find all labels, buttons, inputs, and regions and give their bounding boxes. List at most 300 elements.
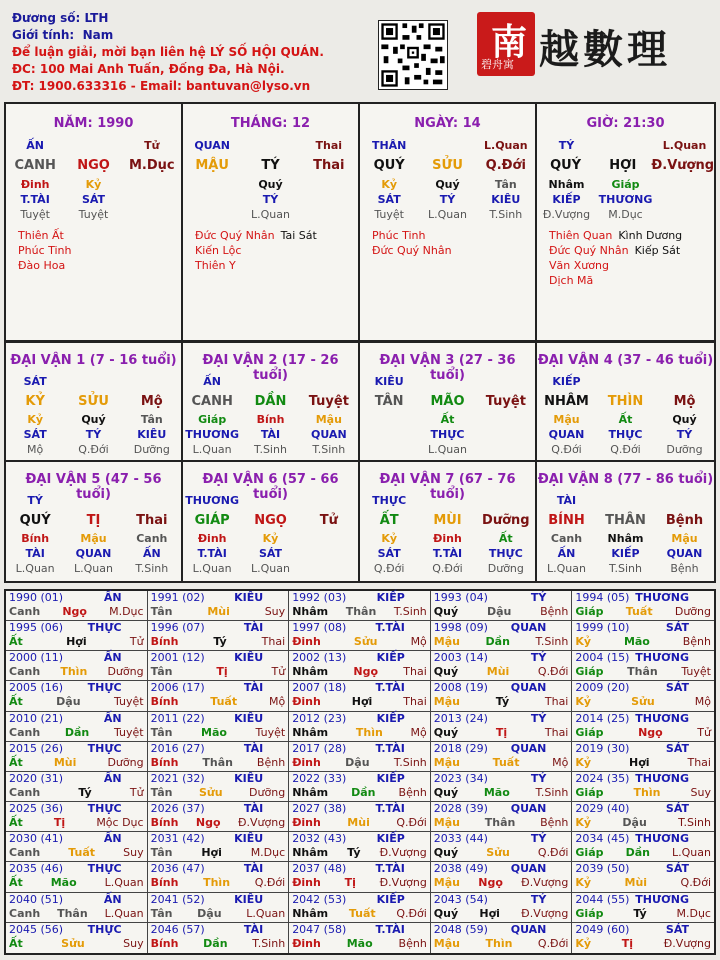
year-row-bottom (434, 635, 569, 649)
year-row-bottom (434, 907, 569, 921)
dai-van-hidden-stem-row-cell: Bính (256, 413, 285, 426)
year-stem: Đinh (292, 755, 321, 769)
year-label: 1991 (02) (150, 591, 205, 604)
year-stem: Mậu (433, 816, 460, 830)
year-god: THỰC (87, 621, 122, 635)
year-row-bottom (434, 937, 569, 951)
year-row-bottom (575, 816, 711, 830)
year-stem: Giáp (575, 665, 604, 679)
dai-van-title: ĐẠI VẬN 3 (27 - 36 tuổi) (379, 353, 516, 383)
pillar-main-row-cell: M.Dục (129, 158, 175, 173)
year-cell (6, 862, 148, 892)
pillar-god-row-cell (300, 192, 358, 207)
year-stage: T.Sinh (678, 816, 711, 830)
star-name: Đức Quý Nhân (372, 244, 452, 257)
dai-van-main-row-cell: NHÂM (544, 394, 589, 409)
year-row-bottom (434, 876, 569, 890)
year-row-top (575, 712, 711, 726)
year-stage: Suy (123, 846, 144, 860)
dai-van-hidden-stem-row (360, 412, 535, 427)
year-row-bottom (575, 937, 711, 951)
year-stem: Mậu (433, 635, 460, 649)
year-branch: Tý (633, 906, 647, 920)
year-stage: Tuyệt (681, 665, 711, 679)
year-row-bottom (292, 876, 427, 890)
year-stage: Thai (544, 695, 569, 709)
year-cell (6, 712, 148, 742)
star-row (18, 243, 72, 258)
year-branch: Sửu (631, 695, 655, 709)
dai-van-god-row-cell: QUAN (75, 547, 112, 560)
year-god: T.TÀI (375, 862, 405, 876)
dai-van-god-row-cell: SÁT (23, 428, 47, 441)
year-god: T.TÀI (375, 922, 405, 936)
pillar-cell (6, 104, 183, 340)
pillar-top-row (183, 138, 358, 153)
year-stage: T.Sinh (535, 785, 569, 799)
year-label: 2031 (42) (150, 832, 205, 846)
pillar-main-row-cell: QUÝ (550, 158, 582, 173)
year-god: THƯƠNG (635, 892, 689, 906)
year-god: THƯƠNG (635, 711, 689, 725)
star-name-extra: Tai Sát (280, 229, 317, 242)
year-row-bottom (151, 665, 286, 679)
star-name: Dịch Mã (549, 274, 594, 287)
year-row-bottom (434, 846, 569, 860)
year-row-top (575, 742, 711, 756)
pillar-stage-row-cell: T.Sinh (489, 208, 523, 221)
logo (477, 12, 713, 76)
year-stem: Nhâm (292, 906, 329, 920)
year-stem: Quý (433, 665, 459, 679)
year-label: 2049 (60) (575, 922, 630, 936)
year-label: 2010 (21) (9, 711, 64, 725)
year-row-top (9, 742, 144, 756)
year-god: QUAN (510, 802, 547, 816)
year-god: SÁT (665, 621, 689, 635)
year-stage: T.Sinh (252, 936, 286, 950)
pillar-stage-row-cell: Tuyệt (78, 208, 109, 221)
dai-van-stage-row-cell: Q.Đới (432, 562, 463, 575)
pillar-main-row-cell: TÝ (261, 158, 280, 173)
year-label: 2027 (38) (292, 802, 347, 816)
pillar-top-row-cell (241, 138, 299, 153)
year-cell (289, 832, 431, 862)
dai-van-top-row (537, 493, 714, 508)
year-label: 1992 (03) (292, 591, 347, 604)
dai-van-main-row-cell: TỊ (86, 513, 101, 528)
year-god: TÀI (243, 862, 264, 876)
year-label: 2016 (27) (150, 741, 205, 755)
year-stem: Ất (9, 635, 23, 649)
year-god: T.TÀI (375, 681, 405, 695)
pillar-god-row-cell: TÝ (262, 193, 279, 206)
year-branch: Mão (623, 635, 650, 649)
year-stage: Mộc Dục (96, 816, 144, 830)
year-label: 2043 (54) (433, 892, 488, 906)
year-god: KIÊU (234, 651, 264, 665)
year-row-bottom (151, 726, 286, 740)
dai-van-top-row-cell (241, 374, 299, 389)
gioi-tinh-row (12, 27, 324, 44)
star-name: Thiên Quan (549, 229, 613, 242)
dai-van-top-row-cell: KIÊU (374, 375, 404, 388)
year-stem: Tân (150, 906, 173, 920)
year-stem: Bính (150, 936, 179, 950)
year-cell (431, 651, 573, 681)
pillar-stage-row-cell: M.Dục (608, 208, 643, 221)
pillar-stage-row-cell (300, 207, 358, 222)
year-stem: Đinh (292, 695, 321, 709)
year-row-bottom (9, 876, 144, 890)
year-god: SÁT (665, 741, 689, 755)
year-row-bottom (575, 756, 711, 770)
year-cell (431, 832, 573, 862)
dai-van-top-row-cell (300, 374, 358, 389)
year-label: 2033 (44) (433, 832, 488, 846)
year-branch: Thìn (485, 936, 513, 950)
year-row-top (575, 681, 711, 695)
dai-van-god-row (360, 546, 535, 561)
year-stem: Ất (9, 755, 23, 769)
pillar-god-row (183, 192, 358, 207)
star-row (372, 228, 452, 243)
dai-van-god-row-cell: TÀI (25, 547, 45, 560)
year-row-top (9, 591, 144, 605)
dai-van-cell (537, 343, 714, 462)
year-label: 2047 (58) (292, 922, 347, 936)
year-branch: Dần (351, 785, 376, 799)
year-cell (572, 832, 714, 862)
year-row-bottom (575, 605, 711, 619)
year-label: 1994 (05) (575, 591, 630, 604)
pillar-main-row-cell: Đ.Vượng (651, 158, 714, 173)
year-cell (148, 742, 290, 772)
dai-van-stage-row-cell: Dưỡng (487, 562, 524, 575)
year-god: TÝ (530, 591, 547, 604)
year-label: 2028 (39) (433, 802, 488, 816)
year-label: 2018 (29) (433, 741, 488, 755)
year-branch: Sửu (198, 785, 223, 799)
dai-van-top-row (360, 374, 535, 389)
pillar-stage-row-cell: Đ.Vượng (542, 208, 591, 221)
year-row-bottom (9, 756, 144, 770)
year-stage: Thai (544, 725, 569, 739)
year-row-bottom (575, 695, 711, 709)
dai-van-top-row-cell: SÁT (23, 375, 47, 388)
dai-van-god-row-cell: THỰC (430, 428, 465, 441)
year-stage: L.Quan (246, 906, 286, 920)
dai-van-god-row-cell: SÁT (258, 547, 283, 560)
year-row-top (151, 923, 286, 937)
dai-van-hidden-stem-row-cell: Tân (140, 413, 163, 426)
year-cell (289, 651, 431, 681)
dai-van-main-row-cell: MÙI (433, 513, 462, 528)
year-label: 2002 (13) (292, 651, 347, 665)
year-row-bottom (292, 756, 427, 770)
dai-van-hidden-stem-row-cell: Bính (21, 532, 50, 545)
dai-van-stage-row-cell: L.Quan (547, 562, 586, 575)
pillar-main-row-cell: Q.Đới (485, 158, 526, 173)
year-row-bottom (9, 665, 144, 679)
pillar-main-row (6, 157, 181, 175)
year-stem: Tân (150, 785, 173, 799)
pillar-top-row-cell: L.Quan (662, 139, 707, 152)
year-row-top (9, 712, 144, 726)
pillar-top-row (360, 138, 535, 153)
year-cell (289, 591, 431, 621)
pillar-top-row-cell: QUAN (194, 139, 230, 152)
year-god: TÝ (530, 711, 547, 725)
year-branch: Ngọ (62, 605, 87, 618)
year-stage: Dưỡng (107, 665, 144, 679)
pillar-stage-row-cell (655, 207, 714, 222)
pillar-hidden-stem-row (6, 177, 181, 192)
dai-van-top-row-cell (596, 493, 655, 508)
year-stem: Kỷ (575, 755, 592, 769)
dai-van-top-row-cell (418, 374, 476, 389)
year-cell (572, 591, 714, 621)
year-branch: Tị (495, 725, 508, 739)
pillar-main-row-cell: HỢI (609, 158, 637, 173)
dai-van-main-row-cell: GIÁP (194, 513, 230, 528)
year-cell (431, 681, 573, 711)
year-row-top (151, 832, 286, 846)
dai-van-top-row (360, 493, 535, 508)
year-god: KIẾP (376, 651, 405, 665)
pillar-title: GIỜ: 21:30 (586, 116, 665, 131)
year-row-bottom (292, 605, 427, 619)
year-label: 2042 (53) (292, 892, 347, 906)
qr-code[interactable] (378, 20, 448, 90)
year-god: THƯƠNG (635, 651, 689, 665)
year-branch: Mùi (53, 755, 77, 769)
year-label: 2009 (20) (575, 681, 630, 695)
dai-van-top-row (183, 374, 358, 389)
year-cell (431, 802, 573, 832)
year-stage: Đ.Vượng (379, 846, 427, 860)
year-stage: L.Quan (672, 846, 711, 860)
star-row (549, 258, 682, 273)
year-label: 2045 (56) (9, 922, 64, 936)
dai-van-stage-row-cell: Dưỡng (133, 443, 170, 456)
year-row-top (292, 893, 427, 907)
year-cell (572, 893, 714, 923)
year-row-top (575, 923, 711, 937)
year-stage: Bệnh (398, 936, 427, 950)
year-stage: Đ.Vượng (521, 906, 569, 920)
star-name: Đào Hoa (18, 259, 66, 272)
year-god: THỰC (87, 802, 122, 816)
pillar-stage-row (6, 207, 181, 222)
year-god: KIẾP (376, 892, 405, 906)
dai-van-god-row-cell: QUAN (310, 428, 347, 441)
year-stage: Thai (687, 755, 711, 769)
dai-van-main-row (6, 512, 181, 530)
year-row-bottom (575, 846, 711, 860)
year-god: ẤN (103, 651, 122, 665)
pillar-god-row (537, 192, 714, 207)
dai-van-stage-row-cell (477, 442, 535, 457)
dai-van-stage-row (6, 442, 181, 457)
year-branch: Sửu (486, 846, 510, 860)
year-god: THƯƠNG (635, 591, 689, 604)
year-stem: Nhâm (292, 785, 329, 799)
year-stage: Q.Đới (537, 936, 569, 950)
year-label: 2000 (11) (9, 651, 64, 665)
pillar-hidden-stem-row (537, 177, 714, 192)
dai-van-title: ĐẠI VẬN 2 (17 - 26 tuổi) (202, 353, 339, 383)
year-row-top (292, 862, 427, 876)
year-god: TÝ (530, 771, 547, 785)
year-stem: Tân (150, 665, 173, 679)
year-row-bottom (151, 756, 286, 770)
year-branch: Dần (203, 936, 228, 950)
pillar-god-row-cell: SÁT (81, 193, 106, 206)
star-row (195, 258, 317, 273)
year-row-bottom (9, 786, 144, 800)
dai-van-stage-row-cell: L.Quan (15, 562, 55, 575)
dai-van-stage-row-cell: Q.Đới (610, 443, 641, 456)
year-label: 2003 (14) (433, 651, 488, 665)
dai-van-top-row-cell (241, 493, 299, 508)
year-stem: Canh (9, 665, 41, 679)
year-row-top (292, 681, 427, 695)
dai-van-top-row (6, 493, 181, 508)
dai-van-top-row (6, 374, 181, 389)
year-branch: Mão (201, 725, 227, 739)
year-branch: Thìn (203, 876, 231, 890)
year-label: 2022 (33) (292, 771, 347, 785)
year-cell (289, 681, 431, 711)
pillar-hidden-stem-row-cell: Nhâm (548, 178, 585, 191)
year-branch: Tuất (492, 755, 520, 769)
year-stem: Ất (9, 876, 23, 890)
pillar-main-row-cell: MẬU (195, 158, 229, 173)
year-branch: Hợi (66, 635, 87, 649)
dai-van-god-row (360, 427, 535, 442)
year-label: 2046 (57) (150, 922, 205, 936)
year-god: SÁT (665, 922, 689, 936)
year-row-bottom (434, 605, 569, 619)
year-god: THỰC (87, 741, 122, 755)
year-stage: Đ.Vượng (379, 876, 427, 890)
year-god: ẤN (103, 771, 122, 785)
year-cell (572, 681, 714, 711)
dai-van-top-row-cell: KIẾP (552, 375, 581, 388)
year-stage: Tuyệt (255, 725, 286, 739)
year-label: 2006 (17) (150, 681, 205, 695)
year-stem: Bính (150, 635, 179, 649)
dai-van-top-row (537, 374, 714, 389)
year-label: 2005 (16) (9, 681, 64, 695)
year-row-top (292, 712, 427, 726)
dai-van-top-row-cell (477, 374, 535, 389)
year-label: 2024 (35) (575, 771, 630, 785)
dai-van-god-row (183, 427, 358, 442)
pillar-hidden-stem-row-cell (183, 177, 241, 192)
year-row-bottom (292, 786, 427, 800)
year-stage: Q.Đới (396, 816, 427, 830)
year-god: THỰC (87, 862, 122, 876)
dai-van-stage-row-cell: Dưỡng (666, 443, 703, 456)
year-row-bottom (292, 937, 427, 951)
year-stem: Kỷ (575, 876, 592, 890)
year-row-bottom (9, 816, 144, 830)
year-stage: Q.Đới (254, 876, 286, 890)
year-stem: Ất (9, 936, 23, 950)
year-cell (148, 862, 290, 892)
year-branch: Tị (621, 936, 634, 950)
year-row-top (9, 621, 144, 635)
year-stem: Nhâm (292, 725, 329, 739)
dai-van-main-row (360, 393, 535, 411)
year-row-top (434, 862, 569, 876)
dai-van-main-row-cell: TÂN (374, 394, 404, 409)
pillar-main-row-cell: SỬU (432, 158, 463, 173)
dai-van-top-row-cell (123, 374, 181, 389)
year-stem: Kỷ (575, 635, 592, 649)
logo-text: 越數理 (539, 26, 671, 73)
year-row-bottom (151, 907, 286, 921)
year-cell (572, 742, 714, 772)
year-stem: Tân (150, 605, 173, 618)
year-cell (148, 651, 290, 681)
year-god: TÀI (243, 922, 264, 936)
pillar-main-row (183, 157, 358, 175)
dai-van-hidden-stem-row-cell: Kỷ (381, 532, 398, 545)
year-stage: Tử (697, 725, 711, 739)
year-stage: Q.Đới (396, 906, 427, 920)
year-stage: Đ.Vượng (663, 936, 711, 950)
year-label: 1995 (06) (9, 621, 64, 635)
dai-van-hidden-stem-row-cell: Ất (498, 532, 513, 545)
year-row-bottom (9, 605, 144, 619)
dai-van-stage-row-cell: T.Sinh (312, 443, 346, 456)
dai-van-stage-row-cell: T.Sinh (609, 562, 642, 575)
dai-van-stage-row-cell: Q.Đới (78, 443, 109, 456)
year-stage: Bệnh (398, 785, 427, 799)
seal-character: 南 (491, 21, 528, 63)
year-stem: Nhâm (292, 846, 329, 860)
dai-van-top-row-cell (418, 493, 476, 508)
year-row-top (151, 621, 286, 635)
year-god: TÀI (243, 802, 264, 816)
year-row-top (575, 802, 711, 816)
dai-van-main-row-cell: SỬU (78, 394, 109, 409)
dai-van-main-row-cell: Mộ (673, 394, 696, 409)
star-row (18, 258, 72, 273)
year-label: 1996 (07) (150, 621, 205, 635)
year-stage: L.Quan (104, 906, 144, 920)
year-label: 2017 (28) (292, 741, 347, 755)
star-name: Kiến Lộc (195, 244, 242, 257)
year-god: KIÊU (234, 892, 264, 906)
year-row-top (434, 772, 569, 786)
year-branch: Dần (485, 635, 510, 649)
year-branch: Sửu (353, 635, 378, 649)
year-row-bottom (9, 937, 144, 951)
year-row-top (9, 681, 144, 695)
pillar-hidden-stem-row-cell: Quý (258, 178, 283, 191)
dai-van-main-row (183, 393, 358, 411)
star-name: Thiên Ất (18, 229, 64, 242)
year-branch: Hợi (351, 695, 373, 709)
dai-van-cell (6, 343, 183, 462)
dai-van-stage-row-cell: Q.Đới (373, 562, 405, 575)
gioi-tinh-label: Giới tính: (12, 28, 75, 42)
dai-van-hidden-stem-row-cell (300, 531, 358, 546)
